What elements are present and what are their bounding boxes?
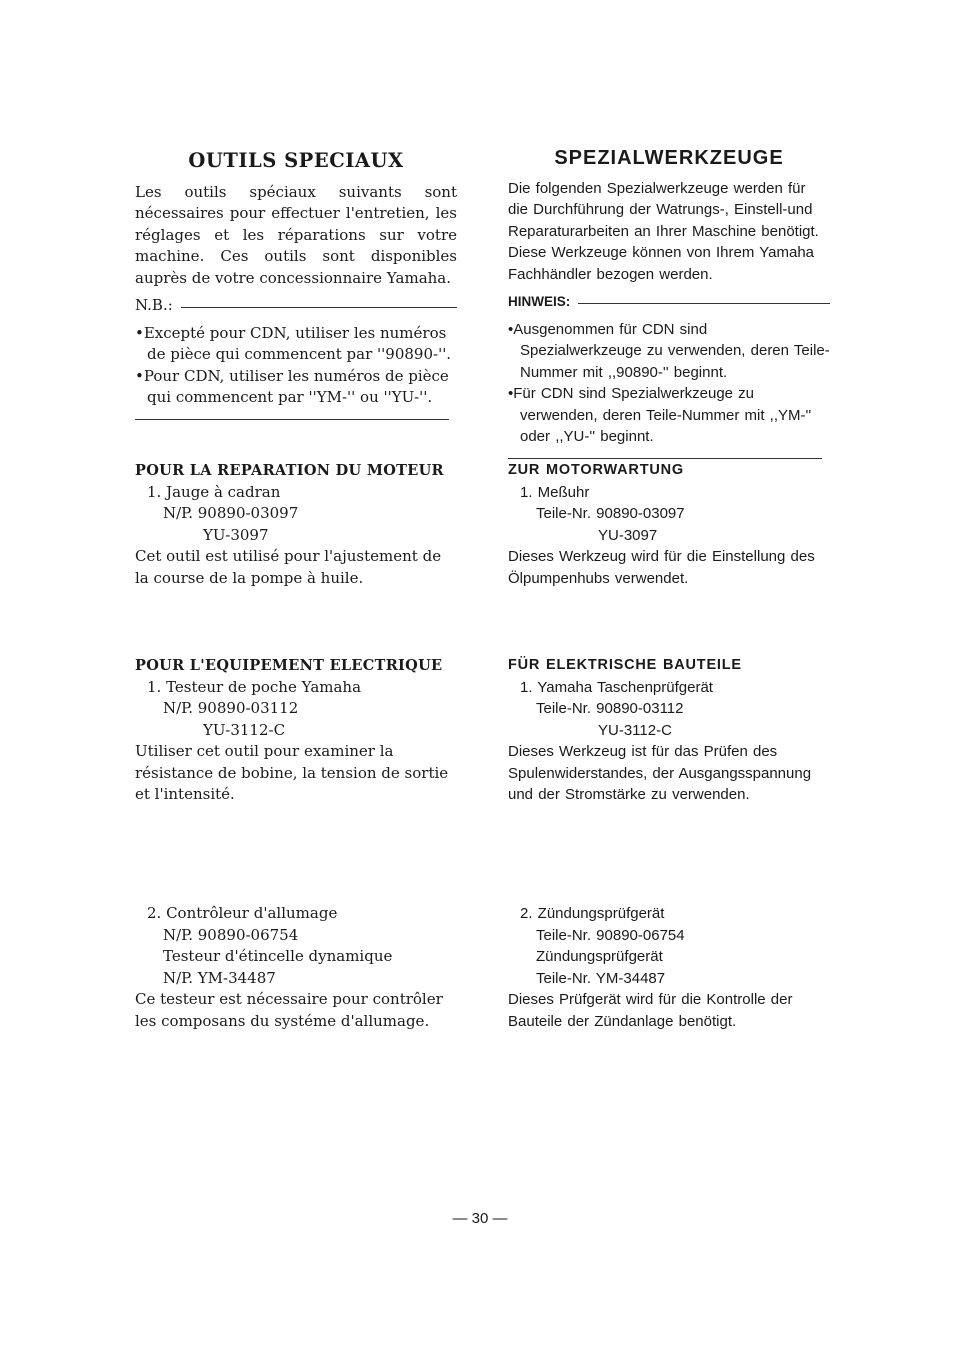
- fr-nb-label: N.B.:: [135, 296, 173, 314]
- de-s2-part-number: Teile-Nr. 90890-03112: [536, 700, 684, 717]
- fr-s1-desc: Cet outil est utilisé pour l'ajustement de la course de la pompe à huile.: [135, 547, 442, 587]
- de-bullet-1: •Ausgenommen für CDN sind Spezialwerkzeuge zu verwenden, deren Teile-Nummer mit ,,90890-'' beginnt.: [508, 320, 830, 381]
- de-s3-item-b: Zündungsprüfgerät: [536, 948, 663, 965]
- de-s1-heading: ZUR MOTORWARTUNG: [508, 462, 684, 478]
- fr-nb-end-rule: [135, 419, 449, 420]
- de-s2-heading: FÜR ELEKTRISCHE BAUTEILE: [508, 657, 742, 673]
- de-s2-desc: Dieses Werkzeug ist für das Prüfen des Spulenwiderstandes, der Ausgangsspannung und der Stromstärke zu verwenden.: [508, 743, 812, 803]
- de-bullet-2: •Für CDN sind Spezialwerkzeuge zu verwenden, deren Teile-Nummer mit ,,YM-'' oder ,,YU-'' beginnt.: [508, 385, 812, 445]
- fr-s3-part-number-b: N/P. YM-34487: [163, 968, 276, 987]
- fr-s3-part-number: N/P. 90890-06754: [163, 925, 299, 944]
- fr-bullet-1: •Excepté pour CDN, utiliser les numéros de pièce qui commencent par ''90890-''.: [135, 323, 452, 363]
- fr-s2-desc: Utiliser cet outil pour examiner la résistance de bobine, la tension de sortie et l'intensité.: [135, 742, 449, 803]
- de-s3-item: 2. Zündungsprüfgerät: [520, 905, 665, 922]
- fr-nb: [135, 295, 457, 317]
- de-section-electrical: [508, 655, 830, 806]
- fr-s3-item: 2. Contrôleur d'allumage: [147, 904, 338, 922]
- fr-section-engine: [135, 460, 457, 589]
- fr-s3-desc: Ce testeur est nécessaire pour contrôler les composans du systéme d'allumage.: [135, 990, 443, 1030]
- de-s3-part-number: Teile-Nr. 90890-06754: [536, 926, 685, 944]
- de-nb-end-rule: [508, 458, 822, 459]
- fr-s1-part-number-alt: YU-3097: [203, 525, 269, 544]
- fr-s1-heading: POUR LA REPARATION DU MOTEUR: [135, 462, 444, 479]
- fr-title: OUTILS SPECIAUX: [188, 149, 404, 172]
- de-section-engine: [508, 460, 830, 589]
- de-title: SPEZIALWERKZEUGE: [554, 147, 784, 169]
- de-nb: [508, 291, 830, 313]
- de-intro-block: [508, 148, 830, 459]
- fr-s1-part-number: N/P. 90890-03097: [163, 504, 299, 522]
- fr-section-ignition: [135, 903, 457, 1032]
- de-s1-part-number-alt: YU-3097: [598, 526, 658, 544]
- fr-s2-part-number: N/P. 90890-03112: [163, 699, 299, 717]
- de-s2-item: 1. Yamaha Taschenprüfgerät: [520, 678, 713, 696]
- de-s1-desc: Dieses Werkzeug wird für die Einstellung des Ölpumpenhubs verwendet.: [508, 548, 815, 587]
- de-s2-part-number-alt: YU-3112-C: [598, 721, 672, 739]
- fr-s2-part-number-alt: YU-3112-C: [203, 720, 286, 739]
- de-s3-part-number-b: Teile-Nr. YM-34487: [536, 969, 666, 987]
- de-s1-part-number: Teile-Nr. 90890-03097: [536, 505, 685, 522]
- de-nb-rule: [578, 303, 830, 304]
- fr-s2-item: 1. Testeur de poche Yamaha: [147, 677, 362, 696]
- fr-s1-item: 1. Jauge à cadran: [147, 482, 281, 501]
- de-s3-desc: Dieses Prüfgerät wird für die Kontrolle der Bauteile der Zündanlage benötigt.: [508, 991, 793, 1030]
- fr-s3-item-b: Testeur d'étincelle dynamique: [163, 947, 393, 965]
- de-nb-label: HINWEIS:: [508, 294, 571, 309]
- fr-s2-heading: POUR L'EQUIPEMENT ELECTRIQUE: [135, 657, 443, 674]
- fr-intro-block: [135, 150, 457, 420]
- de-section-ignition: [508, 903, 830, 1032]
- fr-section-electrical: [135, 655, 457, 806]
- page-number: — 30 —: [452, 1210, 508, 1227]
- fr-nb-rule: [181, 307, 457, 308]
- fr-bullet-2: •Pour CDN, utiliser les numéros de pièce qui commencent par ''YM-'' ou ''YU-''.: [135, 366, 449, 406]
- fr-intro: Les outils spéciaux suivants sont nécessaires pour effectuer l'entretien, les réglages et les réparations sur votre machine. Ces outils sont disponibles auprès de votre concessionnaire Yamaha.: [135, 182, 457, 287]
- de-intro: Die folgenden Spezialwerkzeuge werden für die Durchführung der Watrungs-, Einstell-und Reparaturarbeiten an Ihrer Maschine benötigt. Diese Werkzeuge können von Ihrem Yamaha Fachhändler bezogen werden.: [508, 179, 819, 283]
- de-s1-item: 1. Meßuhr: [520, 483, 590, 501]
